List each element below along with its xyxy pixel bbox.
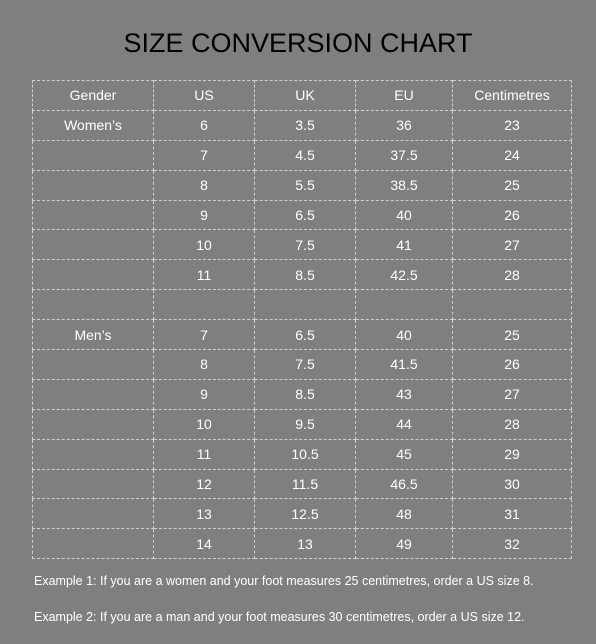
eu-cell: 46.5: [356, 469, 453, 499]
uk-cell: 3.5: [255, 110, 356, 140]
eu-cell: 48: [356, 499, 453, 529]
gender-cell: [33, 379, 154, 409]
eu-cell: 40: [356, 200, 453, 230]
centimetres-cell: 29: [453, 439, 572, 469]
us-cell: 11: [154, 260, 255, 290]
centimetres-cell: 27: [453, 230, 572, 260]
table-row: [33, 170, 572, 200]
example-note-2: Example 2: If you are a man and your foot measures 30 centimetres, order a US size 12.: [34, 610, 525, 624]
gender-cell: [33, 499, 154, 529]
eu-cell: 42.5: [356, 260, 453, 290]
eu-cell: 41.5: [356, 350, 453, 380]
gender-cell: [33, 439, 154, 469]
centimetres-cell: 30: [453, 469, 572, 499]
us-cell: 11: [154, 439, 255, 469]
empty-cell: [453, 290, 572, 320]
header-uk: UK: [255, 81, 356, 111]
uk-cell: 6.5: [255, 200, 356, 230]
gender-cell: [33, 260, 154, 290]
eu-cell: 40: [356, 320, 453, 350]
uk-cell: 8.5: [255, 379, 356, 409]
eu-cell: 36: [356, 110, 453, 140]
spacer-row: [33, 290, 572, 320]
eu-cell: 44: [356, 409, 453, 439]
us-cell: 9: [154, 200, 255, 230]
table-row: [33, 499, 572, 529]
gender-cell: [33, 170, 154, 200]
table-row: [33, 350, 572, 380]
table-row: [33, 409, 572, 439]
us-cell: 14: [154, 529, 255, 559]
gender-cell: [33, 140, 154, 170]
uk-cell: 5.5: [255, 170, 356, 200]
us-cell: 7: [154, 320, 255, 350]
size-conversion-table: [32, 80, 572, 559]
table-header-row: [33, 81, 572, 111]
centimetres-cell: 26: [453, 200, 572, 230]
us-cell: 10: [154, 409, 255, 439]
us-cell: 13: [154, 499, 255, 529]
us-cell: 9: [154, 379, 255, 409]
gender-cell: [33, 230, 154, 260]
table-row: [33, 379, 572, 409]
centimetres-cell: 26: [453, 350, 572, 380]
example-note-1: Example 1: If you are a women and your foot measures 25 centimetres, order a US size 8.: [34, 574, 534, 588]
header-gender: Gender: [33, 81, 154, 111]
uk-cell: 13: [255, 529, 356, 559]
empty-cell: [154, 290, 255, 320]
page-title: SIZE CONVERSION CHART: [123, 28, 473, 58]
gender-cell: [33, 529, 154, 559]
gender-cell: [33, 200, 154, 230]
centimetres-cell: 23: [453, 110, 572, 140]
table-row: [33, 469, 572, 499]
table-row: [33, 529, 572, 559]
eu-cell: 45: [356, 439, 453, 469]
centimetres-cell: 32: [453, 529, 572, 559]
gender-cell: [33, 409, 154, 439]
gender-cell: Men’s: [33, 320, 154, 350]
empty-cell: [255, 290, 356, 320]
uk-cell: 4.5: [255, 140, 356, 170]
centimetres-cell: 27: [453, 379, 572, 409]
table-row: [33, 260, 572, 290]
us-cell: 7: [154, 140, 255, 170]
eu-cell: 37.5: [356, 140, 453, 170]
gender-cell: Women’s: [33, 110, 154, 140]
us-cell: 12: [154, 469, 255, 499]
empty-cell: [33, 290, 154, 320]
table-body: [33, 110, 572, 558]
uk-cell: 10.5: [255, 439, 356, 469]
table-row: [33, 140, 572, 170]
centimetres-cell: 28: [453, 409, 572, 439]
uk-cell: 8.5: [255, 260, 356, 290]
uk-cell: 7.5: [255, 230, 356, 260]
table-row: [33, 439, 572, 469]
eu-cell: 43: [356, 379, 453, 409]
centimetres-cell: 24: [453, 140, 572, 170]
table-row: [33, 110, 572, 140]
header-us: US: [154, 81, 255, 111]
us-cell: 8: [154, 350, 255, 380]
uk-cell: 9.5: [255, 409, 356, 439]
empty-cell: [356, 290, 453, 320]
eu-cell: 49: [356, 529, 453, 559]
centimetres-cell: 25: [453, 320, 572, 350]
header-centimetres: Centimetres: [453, 81, 572, 111]
gender-cell: [33, 469, 154, 499]
eu-cell: 41: [356, 230, 453, 260]
table-row: [33, 230, 572, 260]
eu-cell: 38.5: [356, 170, 453, 200]
uk-cell: 6.5: [255, 320, 356, 350]
uk-cell: 12.5: [255, 499, 356, 529]
uk-cell: 11.5: [255, 469, 356, 499]
table-row: [33, 320, 572, 350]
gender-cell: [33, 350, 154, 380]
centimetres-cell: 28: [453, 260, 572, 290]
centimetres-cell: 25: [453, 170, 572, 200]
us-cell: 6: [154, 110, 255, 140]
uk-cell: 7.5: [255, 350, 356, 380]
us-cell: 8: [154, 170, 255, 200]
table-row: [33, 200, 572, 230]
us-cell: 10: [154, 230, 255, 260]
header-eu: EU: [356, 81, 453, 111]
centimetres-cell: 31: [453, 499, 572, 529]
